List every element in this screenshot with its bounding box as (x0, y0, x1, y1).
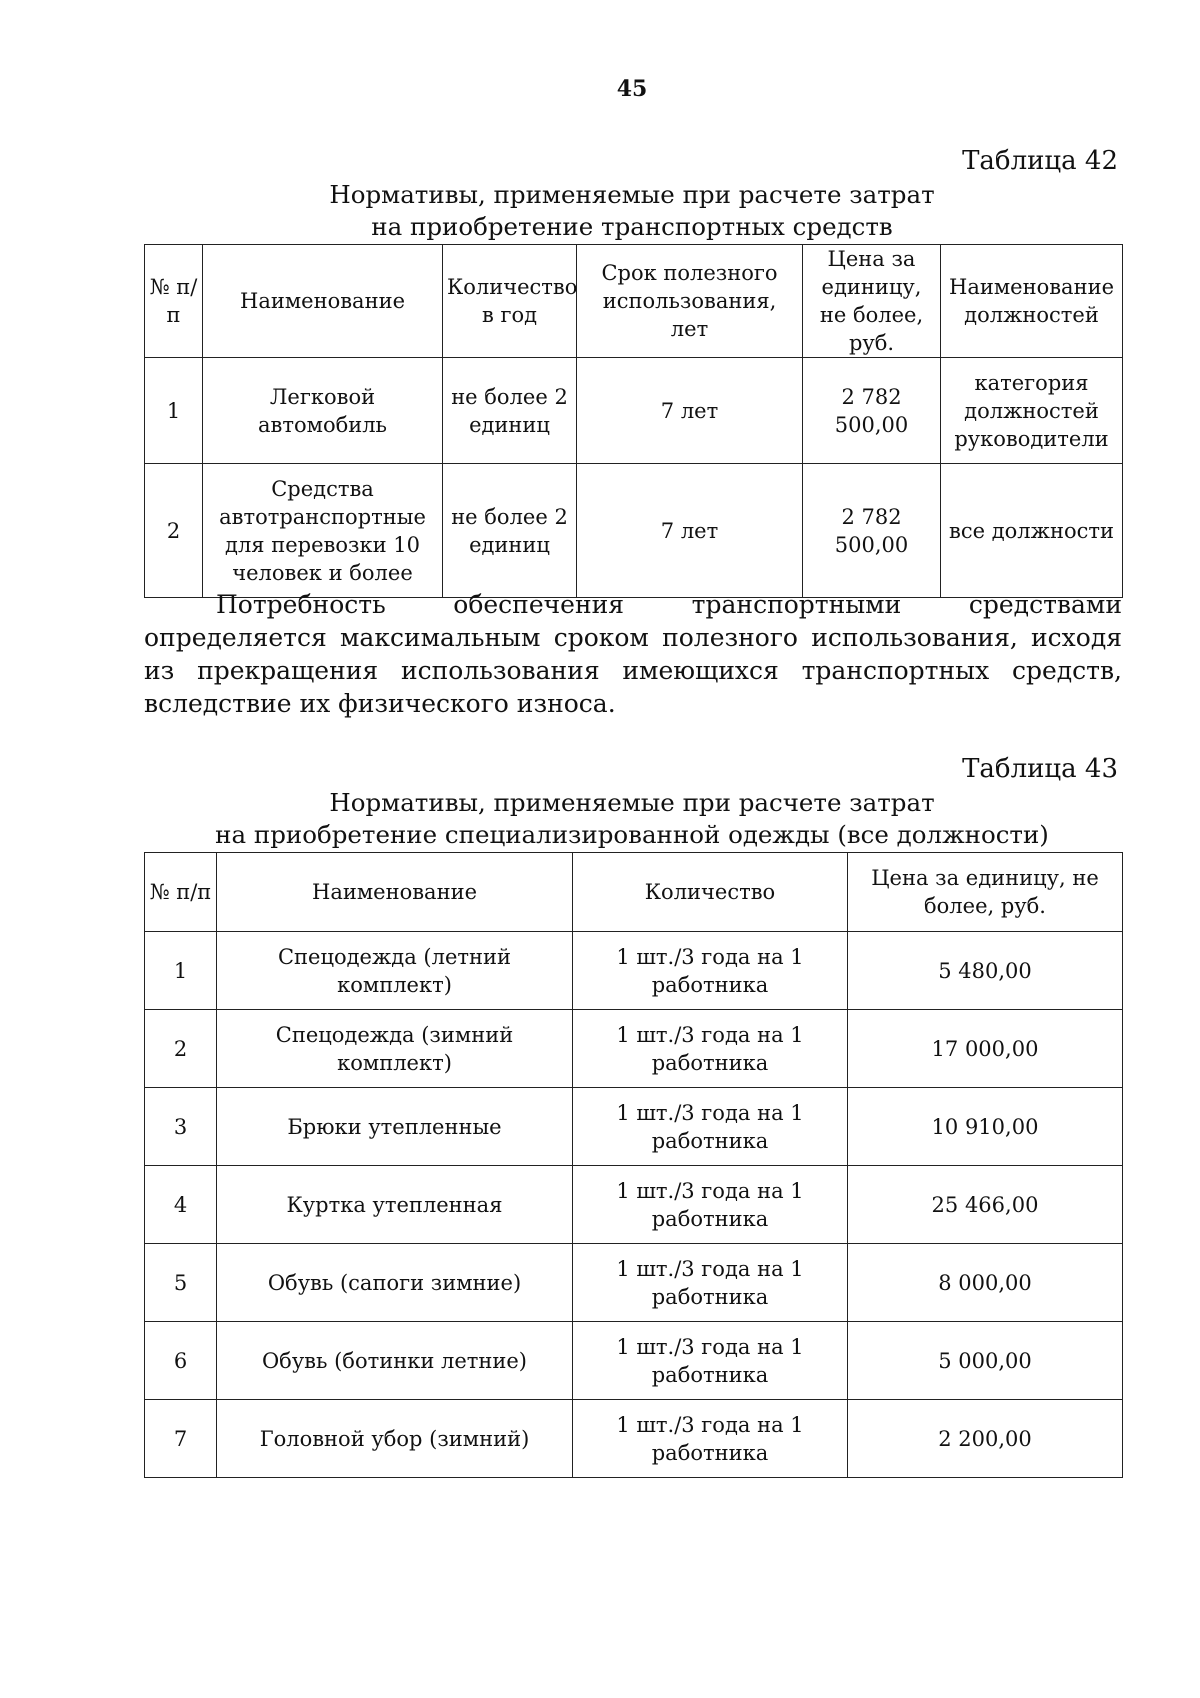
table-43-header-row (145, 853, 1123, 932)
table-cell: 1 шт./3 года на 1 работника (573, 1244, 848, 1322)
table-cell: 4 (145, 1166, 217, 1244)
table-cell: 7 лет (577, 464, 803, 598)
table-cell: 2 (145, 1010, 217, 1088)
table-42-header-row (145, 245, 1123, 358)
table-cell: 2 200,00 (848, 1400, 1123, 1478)
table-cell: 2 (145, 464, 203, 598)
table-cell: 2 782 500,00 (803, 358, 941, 464)
table-42-caption-line2: на приобретение транспортных средств (371, 212, 893, 241)
table-row (145, 1400, 1123, 1478)
table-cell: Легковой автомобиль (203, 358, 443, 464)
table-cell: не более 2 единиц (443, 464, 577, 598)
table-cell: категория должностей руководители (941, 358, 1123, 464)
table-cell: 1 шт./3 года на 1 работника (573, 1088, 848, 1166)
table-42 (144, 244, 1123, 598)
table-row (145, 464, 1123, 598)
table-cell: Брюки утепленные (217, 1088, 573, 1166)
table-cell: 25 466,00 (848, 1166, 1123, 1244)
table-43 (144, 852, 1123, 1478)
table-cell: Обувь (ботинки летние) (217, 1322, 573, 1400)
table-cell: Куртка утепленная (217, 1166, 573, 1244)
table-43-header-cell: Количество (573, 853, 848, 932)
table-cell: 10 910,00 (848, 1088, 1123, 1166)
table-cell: 5 480,00 (848, 932, 1123, 1010)
table-row (145, 1166, 1123, 1244)
table-cell: 5 000,00 (848, 1322, 1123, 1400)
table-row (145, 1322, 1123, 1400)
page-number: 45 (616, 76, 648, 102)
table-cell: все должности (941, 464, 1123, 598)
table-cell: Средства автотранспортные для перевозки 10 человек и более (203, 464, 443, 598)
table-cell: 1 шт./3 года на 1 работника (573, 1010, 848, 1088)
table-cell: 1 (145, 358, 203, 464)
table-cell: 7 (145, 1400, 217, 1478)
table-cell: 6 (145, 1322, 217, 1400)
table-cell: Обувь (сапоги зимние) (217, 1244, 573, 1322)
table-cell: 3 (145, 1088, 217, 1166)
table-cell: 1 шт./3 года на 1 работника (573, 1166, 848, 1244)
table-43-label: Таблица 43 (962, 754, 1118, 784)
table-cell: 1 (145, 932, 217, 1010)
table-43-caption-line2: на приобретение специализированной одежды (все должности) (215, 820, 1049, 849)
table-42-header-cell: Срок полезного использования, лет (577, 245, 803, 358)
table-row (145, 358, 1123, 464)
table-43-header-cell: № п/п (145, 853, 217, 932)
table-42-header-cell: Цена за единицу, не более, руб. (803, 245, 941, 358)
table-cell: 1 шт./3 года на 1 работника (573, 1400, 848, 1478)
table-cell: 1 шт./3 года на 1 работника (573, 1322, 848, 1400)
table-cell: 1 шт./3 года на 1 работника (573, 932, 848, 1010)
table-42-header-cell: № п/п (145, 245, 203, 358)
table-cell: Спецодежда (зимний комплект) (217, 1010, 573, 1088)
table-cell: Спецодежда (летний комплект) (217, 932, 573, 1010)
table-row (145, 932, 1123, 1010)
table-row (145, 1244, 1123, 1322)
table-cell: Головной убор (зимний) (217, 1400, 573, 1478)
table-cell: не более 2 единиц (443, 358, 577, 464)
table-cell: 2 782 500,00 (803, 464, 941, 598)
table-cell: 5 (145, 1244, 217, 1322)
table-43-caption-line1: Нормативы, применяемые при расчете затрат (329, 788, 935, 817)
table-43-header-cell: Цена за единицу, не более, руб. (848, 853, 1123, 932)
table-cell: 7 лет (577, 358, 803, 464)
table-42-header-cell: Наименование должностей (941, 245, 1123, 358)
body-paragraph: Потребность обеспечения транспортными средствами определяется максимальным сроком полезного использования, исходя из прекращения использования имеющихся транспортных средств, вследствие их физического износа. (144, 590, 1122, 718)
table-42-caption-line1: Нормативы, применяемые при расчете затрат (329, 180, 935, 209)
table-42-header-cell: Наименование (203, 245, 443, 358)
table-row (145, 1088, 1123, 1166)
table-42-header-cell: Количество в год (443, 245, 577, 358)
table-42-label: Таблица 42 (962, 146, 1118, 176)
table-cell: 17 000,00 (848, 1010, 1123, 1088)
table-cell: 8 000,00 (848, 1244, 1123, 1322)
table-43-header-cell: Наименование (217, 853, 573, 932)
table-row (145, 1010, 1123, 1088)
